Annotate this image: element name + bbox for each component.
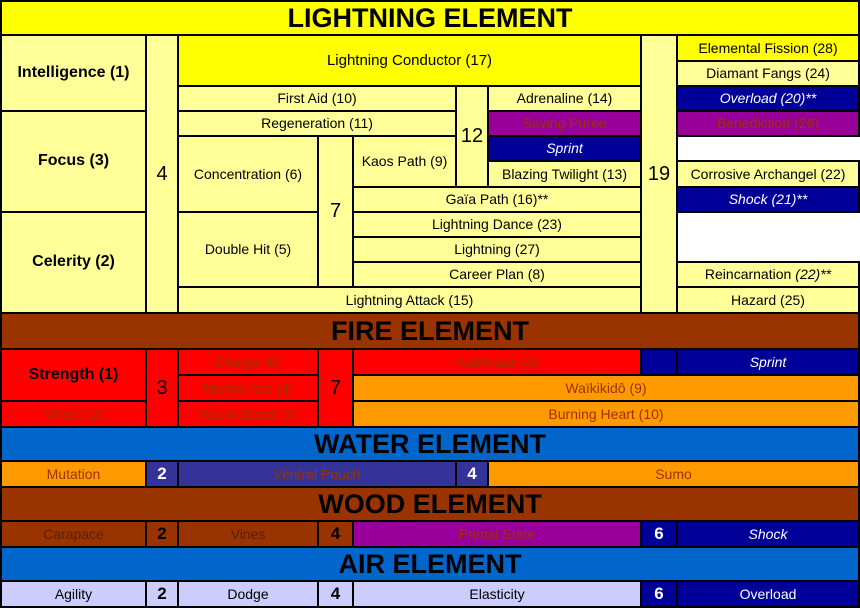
wood-points-2: 2	[145, 520, 179, 548]
skill-overload-20: Overload (20)**	[676, 85, 860, 112]
skill-ventral-pouch: Ventral Pouch	[177, 460, 457, 488]
skill-concentration: Concentration (6)	[177, 135, 319, 213]
attribute-wrath: Wrath (2)	[0, 400, 147, 428]
skill-kamikaze: Kamikaze (8)	[352, 348, 642, 376]
skill-agility: Agility	[0, 580, 147, 608]
attribute-intelligence: Intelligence (1)	[0, 34, 147, 112]
fire-points-7: 7	[317, 348, 354, 428]
skill-lightning-dance: Lightning Dance (23)	[352, 211, 642, 238]
air-section-header: AIR ELEMENT	[0, 546, 860, 582]
skill-carapace: Carapace	[0, 520, 147, 548]
water-points-2: 2	[145, 460, 179, 488]
skill-reincarnation-label: Reincarnation	[704, 266, 792, 283]
skill-elasticity: Elasticity	[352, 580, 642, 608]
air-points-2: 2	[145, 580, 179, 608]
skill-dodge: Dodge	[177, 580, 319, 608]
skill-sprint-lightning: Sprint	[487, 135, 642, 162]
skill-lightning: Lightning (27)	[352, 236, 642, 263]
skill-adrenaline: Adrenaline (14)	[487, 85, 642, 112]
skill-diamant-fangs: Diamant Fangs (24)	[676, 60, 860, 87]
skill-overload-air: Overload	[676, 580, 860, 608]
skill-waikikido: Waïkikidô (9)	[352, 374, 860, 402]
skill-lightning-conductor: Lightning Conductor (17)	[177, 34, 642, 87]
skill-burning-heart: Burning Heart (10)	[352, 400, 860, 428]
lightning-section-header: LIGHTNING ELEMENT	[0, 0, 860, 36]
lightning-points-12: 12	[455, 85, 489, 188]
attribute-celerity: Celerity (2)	[0, 211, 147, 314]
skill-vines: Vines	[177, 520, 319, 548]
attribute-focus: Focus (3)	[0, 110, 147, 213]
skill-elemental-fission: Elemental Fission (28)	[676, 34, 860, 62]
skill-martial-arts: Martial Arts (4)	[177, 374, 319, 402]
skill-first-aid: First Aid (10)	[177, 85, 457, 112]
water-points-4: 4	[455, 460, 489, 488]
skill-career-plan: Career Plan (8)	[352, 261, 642, 288]
skill-sumo: Sumo	[487, 460, 860, 488]
fire-section-header: FIRE ELEMENT	[0, 312, 860, 350]
lightning-points-19: 19	[640, 34, 678, 314]
skill-benediction: Benediction (26)	[676, 110, 860, 137]
fire-points-3: 3	[145, 348, 179, 428]
skill-saving-puree: Saving Puree	[487, 110, 642, 137]
skill-corrosive-archangel: Corrosive Archangel (22)	[676, 160, 860, 188]
lightning-points-7: 7	[317, 135, 354, 288]
wood-points-4: 4	[317, 520, 354, 548]
skill-shock-21: Shock (21)**	[676, 186, 860, 213]
skill-hazard: Hazard (25)	[676, 286, 860, 314]
wood-section-header: WOOD ELEMENT	[0, 486, 860, 522]
air-points-6: 6	[640, 580, 678, 608]
skill-reincarnation	[676, 261, 860, 288]
skill-shock-wood: Shock	[676, 520, 860, 548]
water-section-header: WATER ELEMENT	[0, 426, 860, 462]
skill-mutation: Mutation	[0, 460, 147, 488]
skill-double-hit: Double Hit (5)	[177, 211, 319, 288]
skill-regeneration: Regeneration (11)	[177, 110, 457, 137]
skill-reincarnation-level: (22)**	[795, 266, 832, 283]
skill-lightning-attack: Lightning Attack (15)	[177, 286, 642, 314]
skill-kaos-path: Kaos Path (9)	[352, 135, 457, 188]
air-points-4: 4	[317, 580, 354, 608]
skill-charge: Charge (6)	[177, 348, 319, 376]
skill-blazing-twilight: Blazing Twilight (13)	[487, 160, 642, 188]
skill-primal-state: Primal State	[352, 520, 642, 548]
wood-points-6: 6	[640, 520, 678, 548]
skill-warm-blood: Warm Blood (5)	[177, 400, 319, 428]
skill-sprint-fire: Sprint	[676, 348, 860, 376]
skill-gaia-path: Gaïa Path (16)**	[352, 186, 642, 213]
lightning-points-4: 4	[145, 34, 179, 314]
fire-empty-navy-cell	[640, 348, 678, 376]
attribute-strength: Strength (1)	[0, 348, 147, 402]
